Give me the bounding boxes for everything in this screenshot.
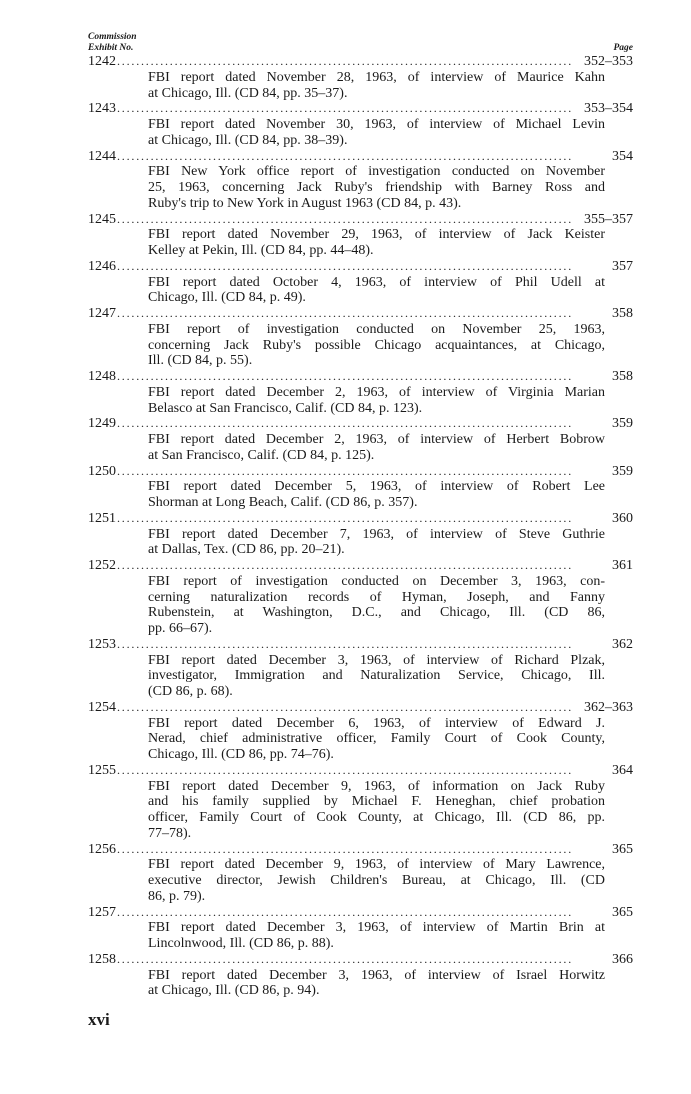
exhibit-entry [88,700,633,763]
entry-heading-line [88,952,633,968]
exhibit-entry [88,259,633,306]
exhibit-description [148,275,605,307]
page-reference: 355–357 [584,211,633,227]
dot-leader [117,952,573,968]
dot-leader [117,905,573,921]
dot-leader [117,558,573,574]
exhibit-entry [88,101,633,148]
description-line: at Chicago, Ill. (CD 84, pp. 35–37). [148,85,348,101]
dot-leader [117,369,573,385]
description-line: cerning naturalization records of Hyman, Joseph, and Fanny [148,589,605,605]
entry-heading-line [88,101,633,117]
exhibit-number: 1258 [88,951,116,967]
exhibit-description [148,385,605,417]
exhibit-number: 1254 [88,699,116,715]
page-reference: 362–363 [584,699,633,715]
description-line: at Chicago, Ill. (CD 84, pp. 38–39). [148,132,348,148]
exhibit-entry [88,905,633,952]
page-number: xvi [88,1010,110,1029]
page-reference: 361 [612,558,633,573]
dot-leader [117,54,573,70]
entry-heading-line [88,306,633,322]
entry-heading-line [88,54,633,70]
exhibit-description [148,574,605,637]
page-reference: 365 [612,841,633,857]
entry-heading-line [88,212,633,228]
description-line: FBI report dated November 30, 1963, of interview of Michael Levin [148,117,605,132]
entry-heading-line [88,416,633,432]
dot-leader [117,259,573,275]
exhibit-description [148,227,605,259]
exhibit-entry [88,212,633,259]
dot-leader [117,700,573,716]
exhibit-number: 1249 [88,416,116,432]
page-reference: 357 [612,258,633,274]
description-line: Ruby's trip to New York in August 1963 (CD 84, p. 43). [148,195,462,211]
dot-leader [117,149,573,165]
exhibit-entry [88,952,633,999]
exhibit-entry [88,369,633,416]
exhibit-description [148,70,605,102]
entry-heading-line [88,700,633,716]
exhibit-description [148,322,605,369]
exhibit-entry [88,763,633,842]
entry-heading-line [88,842,633,858]
exhibit-description [148,716,605,763]
exhibit-number: 1246 [88,258,116,274]
dot-leader [117,763,573,779]
description-line: FBI report of investigation conducted on December 3, 1963, con- [148,573,605,589]
description-line: FBI report dated December 3, 1963, of interview of Israel Horwitz [148,967,605,983]
description-line: FBI report dated December 2, 1963, of interview of Herbert Bobrow [148,432,605,447]
description-line: FBI report dated December 7, 1963, of interview of Steve Guthrie [148,526,605,542]
exhibit-description [148,164,605,211]
exhibit-description [148,653,605,700]
description-line: concerning Jack Ruby's possible Chicago acquaintances, at Chicago, [148,337,605,353]
exhibit-description [148,968,605,1000]
page-reference: 353–354 [584,101,633,117]
dot-leader [117,306,573,322]
exhibit-number: 1252 [88,558,116,573]
description-line: Belasco at San Francisco, Calif. (CD 84, p. 123). [148,400,423,416]
description-line: Chicago, Ill. (CD 84, p. 49). [148,290,306,306]
exhibit-description [148,920,605,952]
description-line: Shorman at Long Beach, Calif. (CD 86, p. 357). [148,495,418,510]
page-reference: 358 [612,369,633,384]
exhibit-entry [88,842,633,905]
description-line: and his family supplied by Michael F. Heneghan, chief probation [148,794,605,810]
exhibit-description [148,527,605,559]
exhibit-description [148,432,605,464]
exhibit-list [88,54,633,999]
exhibit-entry [88,306,633,369]
description-line: FBI report dated December 3, 1963, of interview of Richard Plzak, [148,652,605,668]
page-reference: 359 [612,463,633,479]
page-reference: 366 [612,951,633,967]
description-line: Chicago, Ill. (CD 86, pp. 74–76). [148,747,334,762]
entry-heading-line [88,464,633,480]
description-line: FBI report dated December 3, 1963, of interview of Martin Brin at [148,920,605,936]
description-line: Nerad, chief administrative officer, Family Court of Cook County, [148,731,605,747]
page-reference: 352–353 [584,54,633,69]
exhibit-description [148,117,605,149]
exhibit-entry [88,149,633,212]
description-line: executive director, Jewish Children's Bureau, at Chicago, Ill. (CD [148,873,605,888]
exhibit-number: 1244 [88,148,116,164]
dot-leader [117,212,573,228]
description-line: FBI report dated December 9, 1963, of interview of Mary Lawrence, [148,857,605,873]
description-line: FBI report dated December 2, 1963, of interview of Virginia Marian [148,384,605,400]
description-line: FBI report dated November 28, 1963, of interview of Maurice Kahn [148,69,605,85]
entry-heading-line [88,369,633,385]
exhibit-number: 1248 [88,369,116,384]
page-reference: 364 [612,762,633,778]
description-line: Kelley at Pekin, Ill. (CD 84, pp. 44–48). [148,243,374,258]
description-line: FBI report dated December 5, 1963, of interview of Robert Lee [148,479,605,495]
exhibit-number: 1251 [88,510,116,526]
exhibit-entry [88,511,633,558]
exhibit-description [148,479,605,511]
dot-leader [117,101,573,117]
description-line: 25, 1963, concerning Jack Ruby's friendship with Barney Ross and [148,180,605,195]
description-line: investigator, Immigration and Naturalization Service, Chicago, Ill. [148,668,605,684]
dot-leader [117,464,573,480]
description-line: FBI New York office report of investigation conducted on November [148,164,605,180]
entry-heading-line [88,558,633,574]
description-line: FBI report dated November 29, 1963, of interview of Jack Keister [148,227,605,243]
column-header-commission: Commission [88,32,137,42]
dot-leader [117,637,573,653]
page-reference: 360 [612,510,633,526]
exhibit-entry [88,54,633,101]
exhibit-entry [88,464,633,511]
entry-heading-line [88,637,633,653]
exhibit-description [148,857,605,904]
description-line: 86, p. 79). [148,888,206,904]
dot-leader [117,416,573,432]
description-line: officer, Family Court of Cook County, at Chicago, Ill. (CD 86, pp. [148,810,605,825]
description-line: pp. 66–67). [148,621,213,636]
description-line: (CD 86, p. 68). [148,684,233,699]
exhibit-entry [88,637,633,700]
dot-leader [117,511,573,527]
description-line: FBI report of investigation conducted on November 25, 1963, [148,321,605,337]
exhibit-number: 1256 [88,841,116,857]
exhibit-number: 1247 [88,306,116,321]
description-line: FBI report dated October 4, 1963, of interview of Phil Udell at [148,274,605,290]
description-line: 77–78). [148,825,192,841]
description-line: FBI report dated December 9, 1963, of information on Jack Ruby [148,778,605,794]
description-line: at San Francisco, Calif. (CD 84, p. 125). [148,447,375,463]
column-header-exhibit-no: Exhibit No. [88,43,134,53]
description-line: at Dallas, Tex. (CD 86, pp. 20–21). [148,542,345,558]
exhibit-number: 1250 [88,463,116,479]
entry-heading-line [88,149,633,165]
exhibit-description [148,779,605,842]
exhibit-number: 1243 [88,101,116,117]
description-line: Ill. (CD 84, p. 55). [148,353,253,369]
exhibit-number: 1245 [88,211,116,227]
entry-heading-line [88,511,633,527]
description-line: at Chicago, Ill. (CD 86, p. 94). [148,983,320,999]
exhibit-entry [88,416,633,463]
page-reference: 365 [612,904,633,920]
exhibit-number: 1255 [88,762,116,778]
entry-heading-line [88,259,633,275]
page-reference: 362 [612,636,633,652]
column-header-page: Page [613,43,633,53]
entry-heading-line [88,763,633,779]
exhibit-entry [88,558,633,637]
dot-leader [117,842,573,858]
description-line: Rubenstein, at Washington, D.C., and Chicago, Ill. (CD 86, [148,605,605,621]
page-reference: 354 [612,148,633,164]
description-line: FBI report dated December 6, 1963, of interview of Edward J. [148,715,605,731]
page-reference: 359 [612,416,633,432]
exhibit-number: 1257 [88,904,116,920]
description-line: Lincolnwood, Ill. (CD 86, p. 88). [148,936,334,951]
entry-heading-line [88,905,633,921]
page-reference: 358 [612,306,633,321]
exhibit-number: 1242 [88,54,116,69]
exhibit-number: 1253 [88,636,116,652]
